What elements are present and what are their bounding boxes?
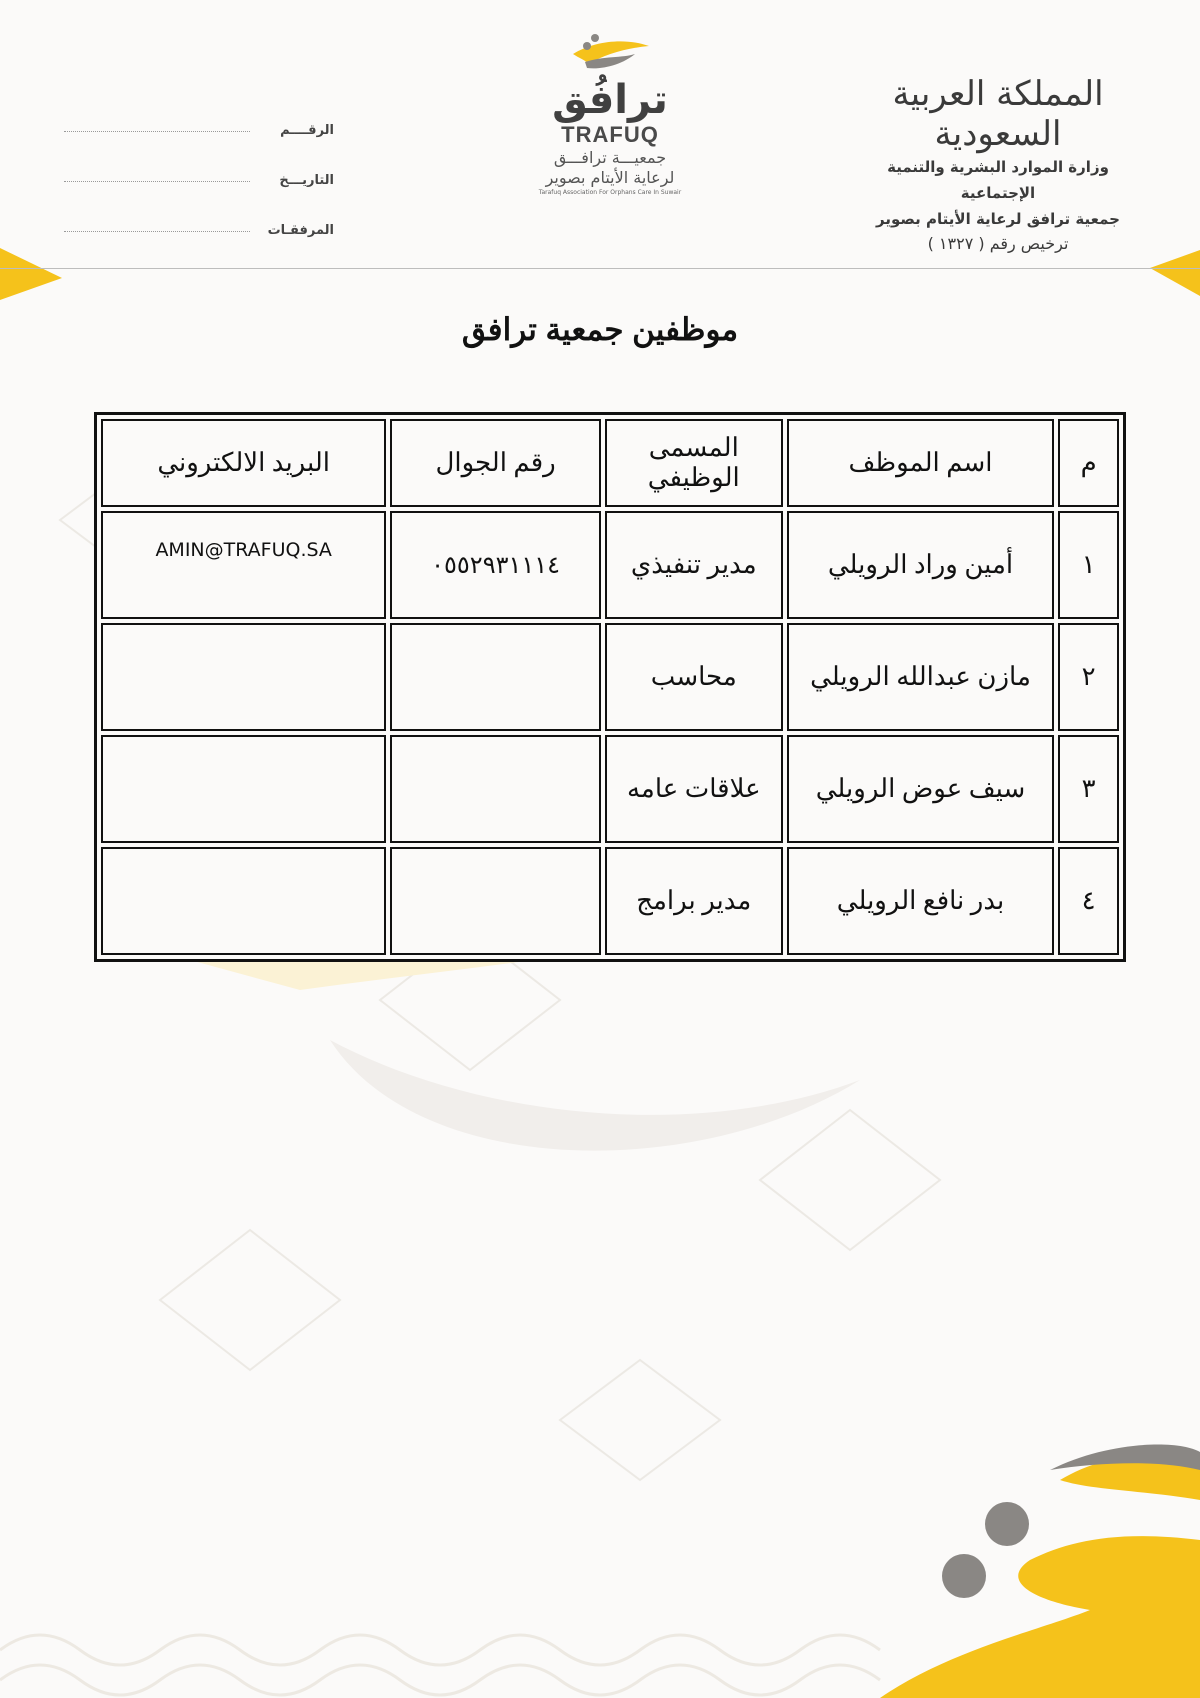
reference-fields bbox=[64, 88, 334, 238]
row-phone: ٠٥٥٢٩٣١١١٤ bbox=[390, 511, 600, 619]
logo-subtitle-1: جمعيـــة ترافـــق bbox=[553, 148, 667, 167]
kingdom-title: المملكة العربية السعودية bbox=[892, 74, 1104, 154]
row-email bbox=[101, 623, 386, 731]
row-job: مدير برامج bbox=[605, 847, 783, 955]
row-phone bbox=[390, 847, 600, 955]
logo-name-en: TRAFUQ bbox=[561, 122, 659, 147]
row-email bbox=[101, 735, 386, 843]
logo-name-ar: ترافُق bbox=[552, 77, 668, 123]
license-number: ترخيص رقم ( ١٣٢٧ ) bbox=[927, 234, 1069, 253]
document-title: موظفين جمعية ترافق bbox=[461, 312, 739, 347]
row-no: ٣ bbox=[1058, 735, 1119, 843]
date-row bbox=[64, 138, 334, 188]
row-name: أمين وراد الرويلي bbox=[787, 511, 1055, 619]
row-phone bbox=[390, 735, 600, 843]
ministry-name: وزارة الموارد البشرية والتنمية الإجتماعية bbox=[887, 158, 1109, 202]
row-email: AMIN@TRAFUQ.SA bbox=[101, 511, 386, 619]
attachments-row bbox=[64, 188, 334, 238]
row-job: علاقات عامه bbox=[605, 735, 783, 843]
row-no: ٢ bbox=[1058, 623, 1119, 731]
row-name: سيف عوض الرويلي bbox=[787, 735, 1055, 843]
table-header-row bbox=[101, 419, 1119, 507]
row-no: ١ bbox=[1058, 511, 1119, 619]
logo-tagline: Tarafuq Association For Orphans Care In Suwair bbox=[538, 189, 682, 196]
trafuq-logo bbox=[520, 32, 700, 198]
attachments-field bbox=[64, 231, 250, 232]
number-label: الرقــــم bbox=[280, 123, 334, 138]
table-row bbox=[101, 511, 1119, 619]
date-label: التاريـــخ bbox=[279, 173, 334, 188]
ministry-header bbox=[848, 74, 1148, 256]
number-row bbox=[64, 88, 334, 138]
hands-logo-icon bbox=[565, 32, 655, 72]
number-field bbox=[64, 131, 250, 132]
logo-subtitle-2: لرعاية الأيتام بصوير bbox=[545, 168, 675, 187]
table-row bbox=[101, 847, 1119, 955]
col-email-header: البريد الالكتروني bbox=[101, 419, 386, 507]
col-phone-header: رقم الجوال bbox=[390, 419, 600, 507]
row-job: مدير تنفيذي bbox=[605, 511, 783, 619]
date-field bbox=[64, 181, 250, 182]
row-phone bbox=[390, 623, 600, 731]
col-name-header: اسم الموظف bbox=[787, 419, 1055, 507]
table-row bbox=[101, 735, 1119, 843]
staff-table bbox=[94, 412, 1126, 962]
col-no-header: م bbox=[1058, 419, 1119, 507]
col-job-header: المسمى الوظيفي bbox=[605, 419, 783, 507]
row-name: بدر نافع الرويلي bbox=[787, 847, 1055, 955]
table-row bbox=[101, 623, 1119, 731]
attachments-label: المرفقـات bbox=[267, 223, 334, 238]
row-job: محاسب bbox=[605, 623, 783, 731]
row-email bbox=[101, 847, 386, 955]
association-name: جمعية ترافق لرعاية الأيتام بصوير bbox=[876, 210, 1120, 228]
row-no: ٤ bbox=[1058, 847, 1119, 955]
header-divider bbox=[0, 268, 1200, 269]
row-name: مازن عبدالله الرويلي bbox=[787, 623, 1055, 731]
